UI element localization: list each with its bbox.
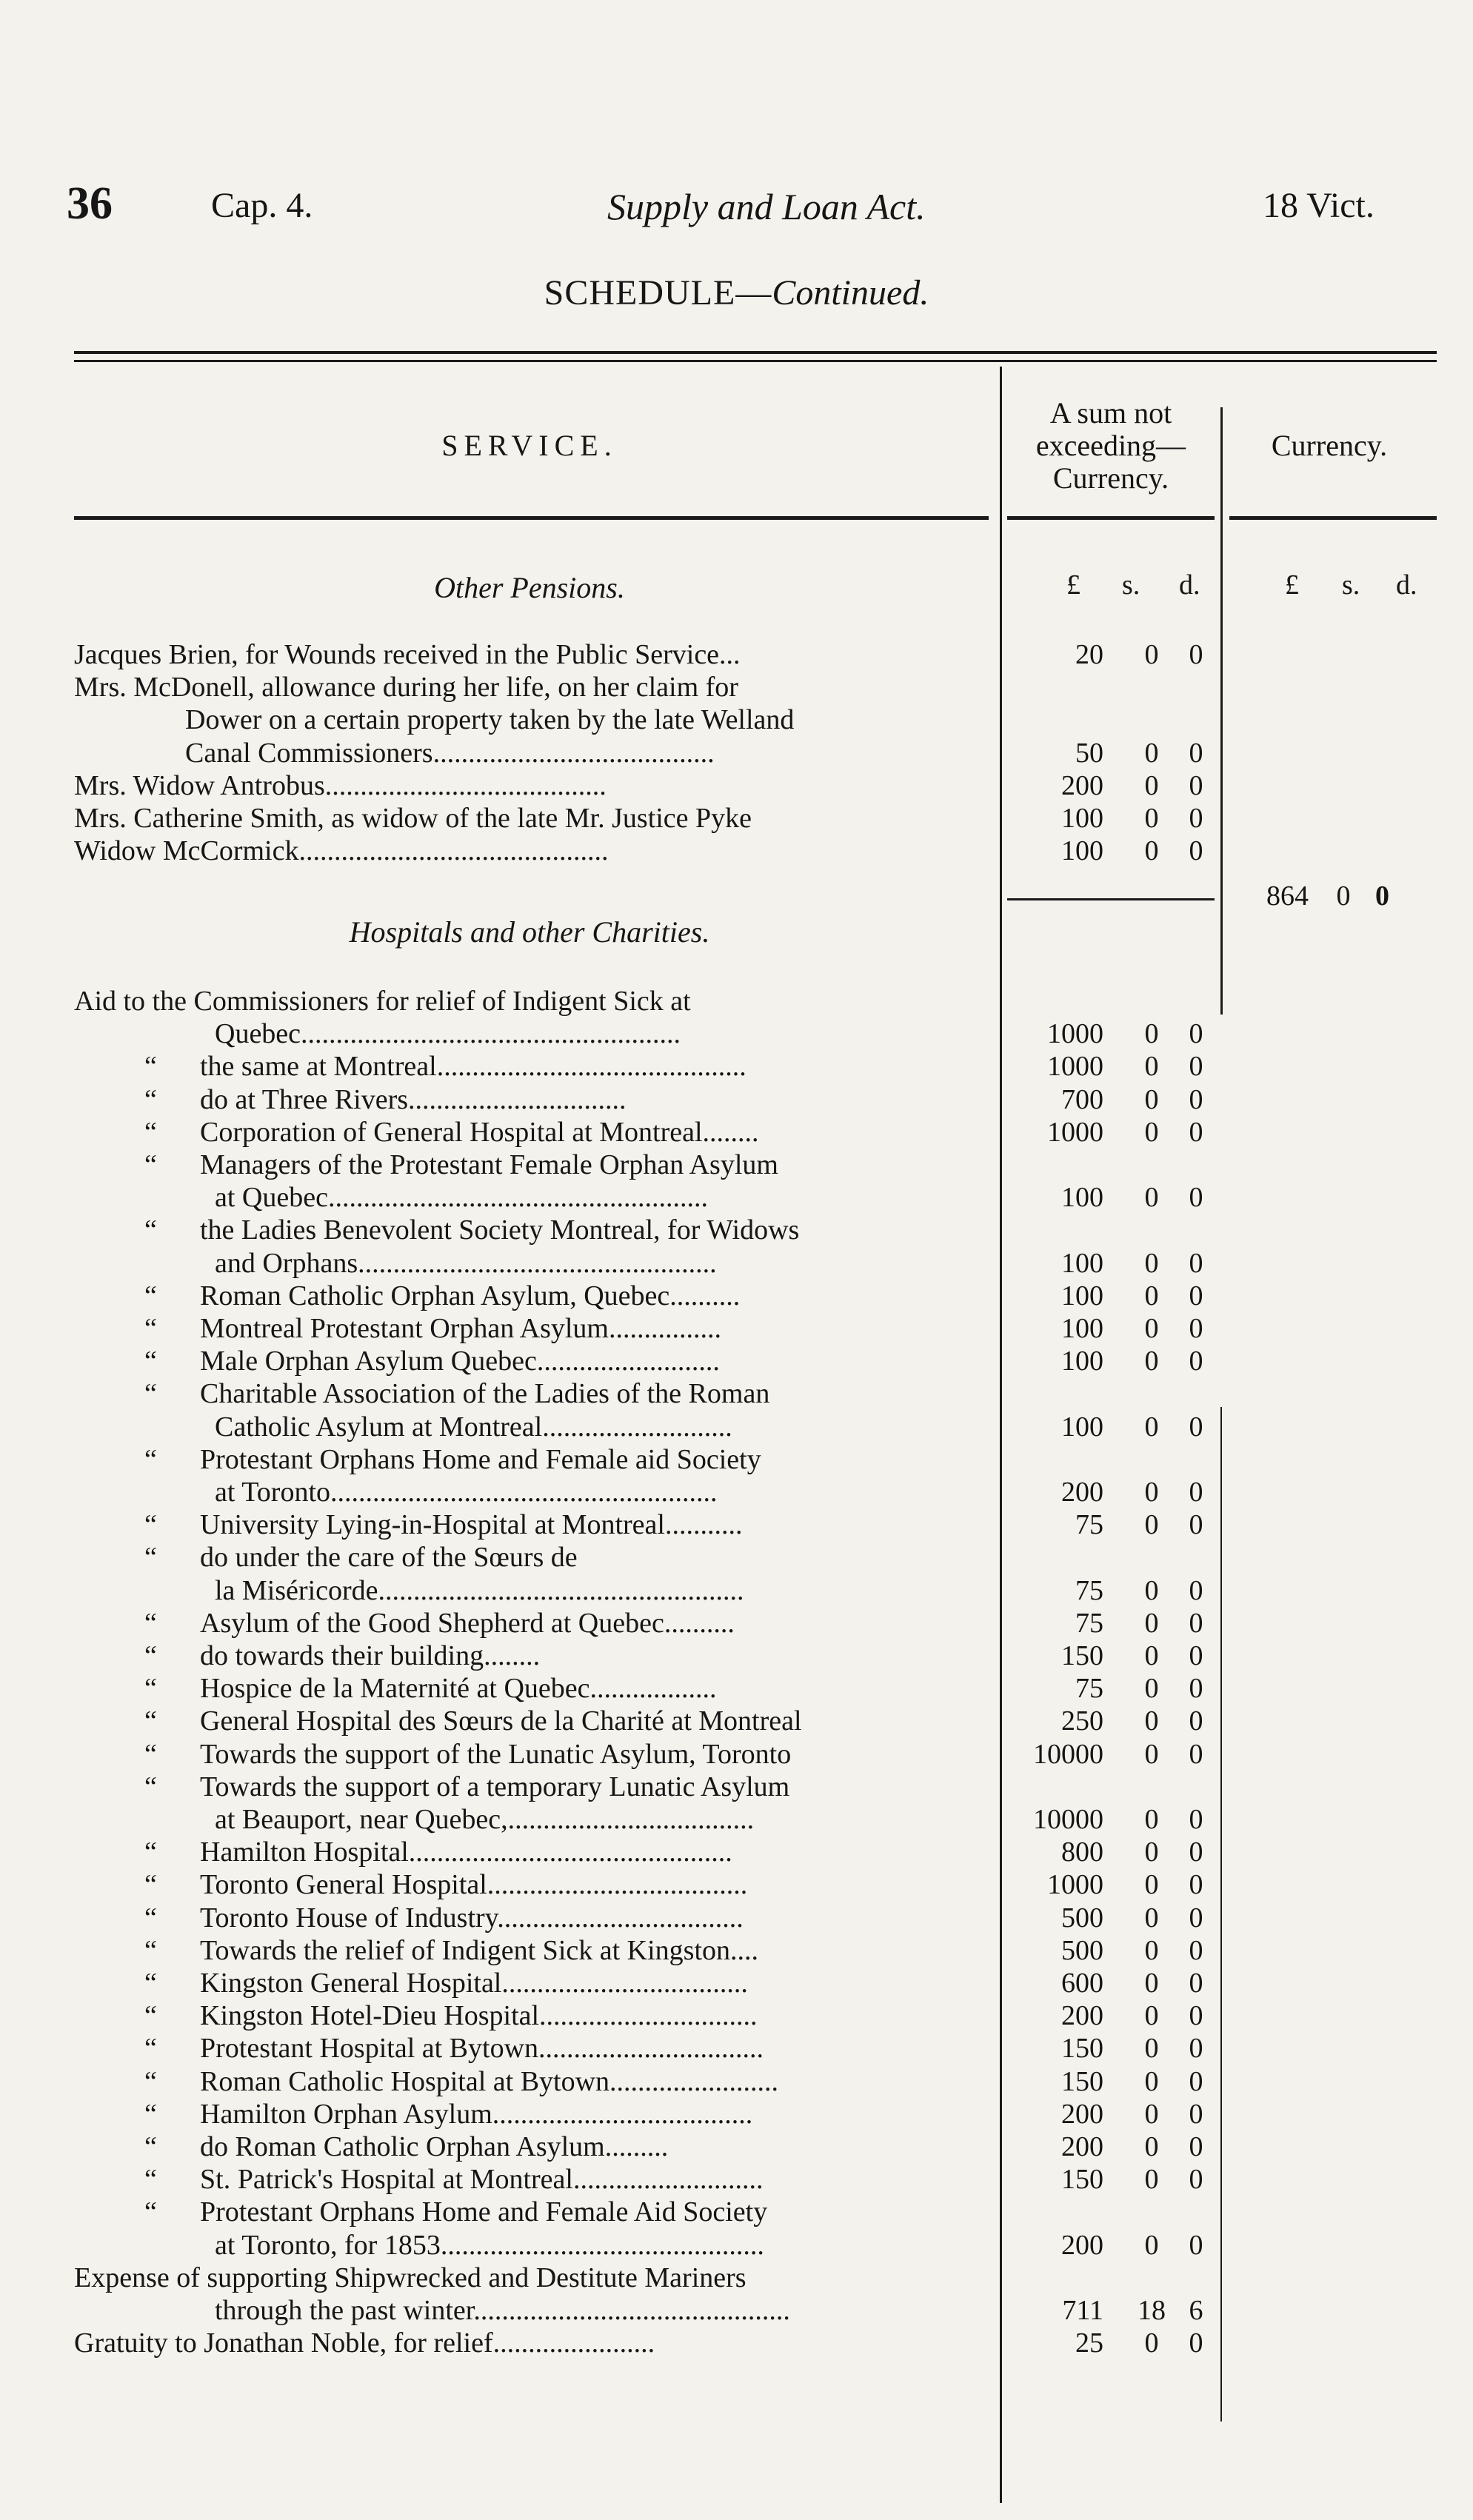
row-text-line: Towards the relief of Indigent Sick at Kingston....: [200, 1934, 759, 1966]
amount-shillings: 0: [1144, 2131, 1159, 2162]
column-header-sum-line3: Currency.: [1052, 461, 1169, 495]
amount-shillings: 0: [1144, 1116, 1159, 1148]
row-text-line: Roman Catholic Orphan Asylum, Quebec..........: [200, 1280, 741, 1311]
amount-shillings: 0: [1144, 1640, 1159, 1671]
amount-shillings: 0: [1144, 1738, 1159, 1770]
amount-shillings: 18: [1138, 2295, 1166, 2326]
amount-pounds: 25: [1075, 2327, 1103, 2359]
column-header-sum: [1003, 397, 1218, 495]
amount-pounds: 75: [1075, 1574, 1103, 1606]
ditto-mark: “: [144, 1640, 157, 1671]
amount-shillings: 0: [1144, 1968, 1159, 1999]
ditto-mark: “: [144, 1346, 157, 1377]
column-header-sum-line2: exceeding—: [1035, 429, 1186, 462]
column-divider-sum-right-lower: [1220, 1407, 1222, 2422]
ditto-mark: “: [144, 1313, 157, 1344]
row-text-line: Toronto House of Industry...................................: [200, 1902, 744, 1934]
row-text-line: Jacques Brien, for Wounds received in the Public Service...: [74, 639, 741, 670]
amount-shillings: 0: [1144, 1313, 1159, 1344]
ditto-mark: “: [144, 1051, 157, 1083]
ditto-mark: “: [144, 1968, 157, 1999]
ditto-mark: “: [144, 1836, 157, 1868]
amount-shillings: 0: [1144, 737, 1159, 769]
column-header-currency: Currency.: [1271, 429, 1388, 462]
table-row: [74, 1934, 1000, 1967]
schedule-heading-main: SCHEDULE—: [544, 273, 772, 313]
amount-shillings: 0: [1144, 1247, 1159, 1279]
amount-pence: 0: [1189, 1836, 1203, 1868]
amount-pounds: 100: [1061, 1313, 1103, 1344]
table-row: [74, 1541, 1000, 1606]
ditto-mark: “: [144, 1116, 157, 1148]
amount-pounds: 200: [1061, 2098, 1103, 2130]
amount-shillings: 0: [1144, 1934, 1159, 1966]
unit-pence-right: d.: [1396, 569, 1417, 601]
ditto-mark: “: [144, 1934, 157, 1966]
amount-shillings: 0: [1144, 1869, 1159, 1901]
table-row: [74, 835, 1000, 867]
amount-pounds: 10000: [1033, 1804, 1103, 1835]
amount-shillings: 0: [1144, 1705, 1159, 1737]
amount-pence: 0: [1189, 1640, 1203, 1671]
table-row: [74, 1868, 1000, 1901]
amount-pounds: 500: [1061, 1934, 1103, 1966]
ditto-mark: “: [144, 1902, 157, 1934]
amount-pounds: 1000: [1047, 1869, 1103, 1901]
column-header-service: SERVICE.: [441, 429, 618, 462]
amount-shillings: 0: [1144, 2164, 1159, 2196]
amount-shillings: 0: [1144, 1280, 1159, 1311]
row-text-line: do under the care of the Sœurs de: [200, 1542, 578, 1574]
amount-pence: 0: [1189, 2229, 1203, 2261]
ditto-mark: “: [144, 1443, 157, 1475]
amount-pounds: 100: [1061, 1247, 1103, 1279]
amount-pence: 0: [1189, 1607, 1203, 1639]
row-text-line: at Toronto.......................................................: [215, 1476, 718, 1508]
amount-pence: 0: [1189, 1738, 1203, 1770]
row-text-line: Mrs. Catherine Smith, as widow of the late Mr. Justice Pyke: [74, 803, 752, 834]
amount-pounds: 150: [1061, 1640, 1103, 1671]
table-row: [74, 2163, 1000, 2196]
row-text-line: Hamilton Orphan Asylum.....................................: [200, 2098, 753, 2130]
ditto-mark: “: [144, 2000, 157, 2032]
amount-pounds: 250: [1061, 1705, 1103, 1737]
table-row: [74, 985, 1000, 1050]
row-text-line: Gratuity to Jonathan Noble, for relief.......................: [74, 2327, 655, 2359]
amount-pounds: 20: [1075, 639, 1103, 670]
ditto-mark: “: [144, 1083, 157, 1115]
amount-pounds: 1000: [1047, 1018, 1103, 1050]
amount-pounds: 10000: [1033, 1738, 1103, 1770]
amount-shillings: 0: [1144, 803, 1159, 834]
amount-pence: 0: [1189, 639, 1203, 670]
row-text-line: and Orphans...................................................: [215, 1247, 717, 1279]
amount-pence: 0: [1189, 803, 1203, 834]
amount-pence: 0: [1189, 1346, 1203, 1377]
amount-pence: 0: [1189, 1804, 1203, 1835]
amount-pence: 0: [1189, 1116, 1203, 1148]
amount-shillings: 0: [1144, 1018, 1159, 1050]
amount-shillings: 0: [1144, 835, 1159, 867]
unit-pound-right: £: [1285, 569, 1299, 601]
row-text-line: Montreal Protestant Orphan Asylum................: [200, 1313, 721, 1344]
amount-shillings: 0: [1144, 2229, 1159, 2261]
table-row: [74, 1214, 1000, 1279]
amount-pounds: 200: [1061, 1477, 1103, 1508]
table-row: [74, 671, 1000, 769]
row-text-line: at Quebec......................................................: [215, 1182, 708, 1214]
unit-shilling-right: s.: [1342, 569, 1360, 601]
table-row: [74, 1377, 1000, 1443]
table-row: [74, 2032, 1000, 2065]
amount-shillings: 0: [1144, 1836, 1159, 1868]
table-row: [74, 769, 1000, 802]
amount-shillings: 0: [1144, 1673, 1159, 1705]
amount-shillings: 0: [1144, 639, 1159, 670]
act-title: Supply and Loan Act.: [607, 186, 926, 227]
amount-pounds: 200: [1061, 769, 1103, 801]
section-title-hospitals: Hospitals and other Charities.: [349, 915, 710, 949]
amount-pence: 0: [1189, 1083, 1203, 1115]
amount-pounds: 75: [1075, 1673, 1103, 1705]
amount-pounds: 200: [1061, 2131, 1103, 2162]
row-text-line: Quebec......................................................: [215, 1018, 681, 1050]
page-number: 36: [67, 178, 113, 229]
amount-shillings: 0: [1144, 1051, 1159, 1083]
table-row: [74, 1902, 1000, 1934]
top-double-rule-1: [74, 351, 1437, 354]
table-row: [74, 2196, 1000, 2261]
amount-shillings: 0: [1144, 1182, 1159, 1214]
amount-shillings: 0: [1144, 2033, 1159, 2065]
row-text-line: do at Three Rivers...............................: [200, 1083, 627, 1115]
amount-pounds: 100: [1061, 1182, 1103, 1214]
table-row: [74, 2130, 1000, 2163]
amount-pounds: 150: [1061, 2033, 1103, 2065]
amount-shillings: 0: [1144, 1574, 1159, 1606]
table-row: [74, 802, 1000, 835]
amount-pounds: 150: [1061, 2065, 1103, 2097]
table-row: [74, 2065, 1000, 2098]
chapter-label: Cap. 4.: [211, 186, 313, 225]
amount-pounds: 1000: [1047, 1051, 1103, 1083]
row-text-line: the same at Montreal............................................: [200, 1051, 746, 1083]
amount-shillings: 0: [1144, 1083, 1159, 1115]
amount-shillings: 0: [1144, 1607, 1159, 1639]
amount-pounds: 200: [1061, 2000, 1103, 2032]
row-text-line: Mrs. Widow Antrobus........................................: [74, 769, 607, 801]
ditto-mark: “: [144, 1149, 157, 1180]
header-rule-currency: [1229, 516, 1437, 520]
row-text-line: Dower on a certain property taken by the late Welland: [185, 704, 795, 736]
schedule-heading-continued: Continued.: [772, 273, 929, 313]
section-title-pensions: Other Pensions.: [434, 571, 625, 604]
row-text-line: University Lying-in-Hospital at Montreal...........: [200, 1509, 743, 1541]
amount-pounds: 100: [1061, 1280, 1103, 1311]
table-row: [74, 1640, 1000, 1672]
amount-pounds: 150: [1061, 2164, 1103, 2196]
row-text-line: at Beauport, near Quebec,...................................: [215, 1803, 755, 1835]
amount-pounds: 800: [1061, 1836, 1103, 1868]
ditto-mark: “: [144, 1771, 157, 1802]
unit-pound: £: [1066, 569, 1080, 601]
amount-pounds: 50: [1075, 737, 1103, 769]
ditto-mark: “: [144, 1280, 157, 1311]
header-rule-service: [74, 516, 989, 520]
amount-shillings: 0: [1144, 2065, 1159, 2097]
ditto-mark: “: [144, 2196, 157, 2228]
amount-pounds: 500: [1061, 1902, 1103, 1934]
table-row: [74, 1280, 1000, 1312]
row-text-line: do towards their building........: [200, 1640, 541, 1671]
row-text-line: Kingston Hotel-Dieu Hospital...............................: [200, 2000, 758, 2032]
ditto-mark: “: [144, 2065, 157, 2097]
table-row: [74, 1672, 1000, 1705]
amount-pence: 0: [1189, 1869, 1203, 1901]
amount-pence: 0: [1189, 2131, 1203, 2162]
ditto-mark: “: [144, 1869, 157, 1901]
row-text-line: la Miséricorde....................................................: [215, 1574, 744, 1606]
ditto-mark: “: [144, 2098, 157, 2130]
amount-pence: 0: [1189, 1051, 1203, 1083]
ditto-mark: “: [144, 1378, 157, 1410]
row-text-line: Aid to the Commissioners for relief of Indigent Sick at: [74, 986, 691, 1017]
row-text-line: Towards the support of a temporary Lunatic Asylum: [200, 1771, 790, 1802]
amount-pounds: 700: [1061, 1083, 1103, 1115]
regnal-year: 18 Vict.: [1263, 186, 1375, 225]
table-row: [74, 1149, 1000, 1214]
amount-shillings: 0: [1144, 1804, 1159, 1835]
ditto-mark: “: [144, 1673, 157, 1705]
amount-pence: 0: [1189, 1182, 1203, 1214]
top-double-rule-2: [74, 360, 1437, 362]
table-row: [74, 1607, 1000, 1640]
table-row: [74, 1443, 1000, 1508]
schedule-heading: [0, 273, 1473, 313]
ditto-mark: “: [144, 2131, 157, 2162]
ditto-mark: “: [144, 1509, 157, 1541]
amount-pounds: 200: [1061, 2229, 1103, 2261]
row-text-line: the Ladies Benevolent Society Montreal, for Widows: [200, 1214, 800, 1246]
row-text-line: St. Patrick's Hospital at Montreal...........................: [200, 2164, 764, 2196]
ditto-mark: “: [144, 1607, 157, 1639]
amount-shillings: 0: [1144, 1411, 1159, 1443]
amount-shillings: 0: [1144, 1346, 1159, 1377]
table-row: [74, 1967, 1000, 1999]
amount-pounds: 100: [1061, 1346, 1103, 1377]
amount-shillings: 0: [1144, 769, 1159, 801]
table-row: [74, 1836, 1000, 1868]
table-row: [74, 1116, 1000, 1149]
amount-shillings: 0: [1144, 1477, 1159, 1508]
header-rule-sum: [1007, 516, 1215, 520]
amount-pence: 0: [1189, 835, 1203, 867]
table-row: [74, 2262, 1000, 2327]
row-text-line: Protestant Orphans Home and Female Aid Society: [200, 2196, 768, 2228]
row-text-line: Protestant Orphans Home and Female aid Society: [200, 1443, 761, 1475]
table-row: [74, 638, 1000, 671]
amount-pence: 0: [1189, 1968, 1203, 1999]
row-text-line: Managers of the Protestant Female Orphan Asylum: [200, 1149, 778, 1180]
table-row: [74, 1738, 1000, 1771]
row-text-line: Kingston General Hospital...................................: [200, 1968, 748, 1999]
pensions-total: [1266, 880, 1389, 912]
pensions-total-amount: 864: [1266, 880, 1309, 912]
amount-pence: 0: [1189, 769, 1203, 801]
row-text-line: Asylum of the Good Shepherd at Quebec..........: [200, 1607, 735, 1639]
amount-shillings: 0: [1144, 1902, 1159, 1934]
column-divider-sum-right: [1220, 407, 1223, 1015]
row-text-line: Towards the support of the Lunatic Asylum, Toronto: [200, 1738, 792, 1770]
ditto-mark: “: [144, 1542, 157, 1574]
amount-pounds: 711: [1062, 2295, 1103, 2326]
amount-pence: 0: [1189, 1018, 1203, 1050]
row-text-line: Roman Catholic Hospital at Bytown........................: [200, 2065, 779, 2097]
row-text-line: Hospice de la Maternité at Quebec..................: [200, 1673, 717, 1705]
unit-pence: d.: [1179, 569, 1200, 601]
table-row: [74, 2327, 1000, 2359]
row-text-line: Catholic Asylum at Montreal...........................: [215, 1411, 732, 1443]
amount-pence: 0: [1189, 1280, 1203, 1311]
amount-pounds: 600: [1061, 1968, 1103, 1999]
row-text-line: Male Orphan Asylum Quebec..........................: [200, 1346, 720, 1377]
ditto-mark: “: [144, 1705, 157, 1737]
pensions-total-s: 0: [1336, 880, 1351, 912]
ditto-mark: “: [144, 2164, 157, 2196]
amount-shillings: 0: [1144, 1509, 1159, 1541]
amount-pence: 0: [1189, 2327, 1203, 2359]
amount-pence: 0: [1189, 2000, 1203, 2032]
row-text-line: Widow McCormick............................................: [74, 835, 609, 867]
column-header-sum-line1: A sum not: [1049, 396, 1172, 430]
amount-pence: 0: [1189, 1247, 1203, 1279]
amount-pence: 0: [1189, 2065, 1203, 2097]
row-text-line: Corporation of General Hospital at Montreal........: [200, 1116, 759, 1148]
row-text-line: Toronto General Hospital.....................................: [200, 1869, 748, 1901]
amount-pence: 0: [1189, 737, 1203, 769]
table-row: [74, 1345, 1000, 1377]
amount-pence: 0: [1189, 2164, 1203, 2196]
ditto-mark: “: [144, 1738, 157, 1770]
amount-pounds: 1000: [1047, 1116, 1103, 1148]
row-text-line: do Roman Catholic Orphan Asylum.........: [200, 2131, 669, 2162]
table-row: [74, 1705, 1000, 1737]
row-text-line: Protestant Hospital at Bytown................................: [200, 2033, 764, 2065]
amount-pounds: 100: [1061, 803, 1103, 834]
amount-pence: 0: [1189, 1509, 1203, 1541]
amount-shillings: 0: [1144, 2098, 1159, 2130]
row-text-line: Charitable Association of the Ladies of the Roman: [200, 1378, 770, 1410]
row-text-line: Mrs. McDonell, allowance during her life, on her claim for: [74, 672, 738, 703]
ditto-mark: “: [144, 1214, 157, 1246]
amount-pence: 6: [1189, 2295, 1203, 2326]
amount-pounds: 100: [1061, 835, 1103, 867]
pensions-total-rule: [1007, 898, 1215, 900]
amount-pence: 0: [1189, 1574, 1203, 1606]
table-row: [74, 1508, 1000, 1541]
table-row: [74, 1083, 1000, 1116]
row-text-line: Hamilton Hospital..............................................: [200, 1836, 732, 1868]
amount-pence: 0: [1189, 1411, 1203, 1443]
amount-pence: 0: [1189, 2098, 1203, 2130]
row-text-line: Canal Commissioners........................................: [185, 737, 715, 769]
row-text-line: General Hospital des Sœurs de la Charité at Montreal: [200, 1705, 802, 1737]
row-text-line: at Toronto, for 1853..............................................: [215, 2229, 764, 2261]
table-row: [74, 1312, 1000, 1345]
row-text-line: Expense of supporting Shipwrecked and Destitute Mariners: [74, 2262, 746, 2293]
table-row: [74, 1050, 1000, 1083]
table-row: [74, 2098, 1000, 2130]
amount-shillings: 0: [1144, 2327, 1159, 2359]
amount-pence: 0: [1189, 1902, 1203, 1934]
amount-pence: 0: [1189, 1934, 1203, 1966]
amount-pounds: 100: [1061, 1411, 1103, 1443]
amount-pence: 0: [1189, 1477, 1203, 1508]
amount-pence: 0: [1189, 1705, 1203, 1737]
amount-pence: 0: [1189, 1673, 1203, 1705]
table-row: [74, 1771, 1000, 1836]
table-row: [74, 1999, 1000, 2032]
ditto-mark: “: [144, 2033, 157, 2065]
row-text-line: through the past winter.............................................: [215, 2294, 790, 2326]
amount-shillings: 0: [1144, 2000, 1159, 2032]
unit-shilling: s.: [1122, 569, 1140, 601]
amount-pence: 0: [1189, 2033, 1203, 2065]
column-divider-sum-left: [1000, 367, 1002, 2503]
amount-pence: 0: [1189, 1313, 1203, 1344]
pensions-total-d: 0: [1375, 880, 1389, 912]
amount-pounds: 75: [1075, 1509, 1103, 1541]
amount-pounds: 75: [1075, 1607, 1103, 1639]
